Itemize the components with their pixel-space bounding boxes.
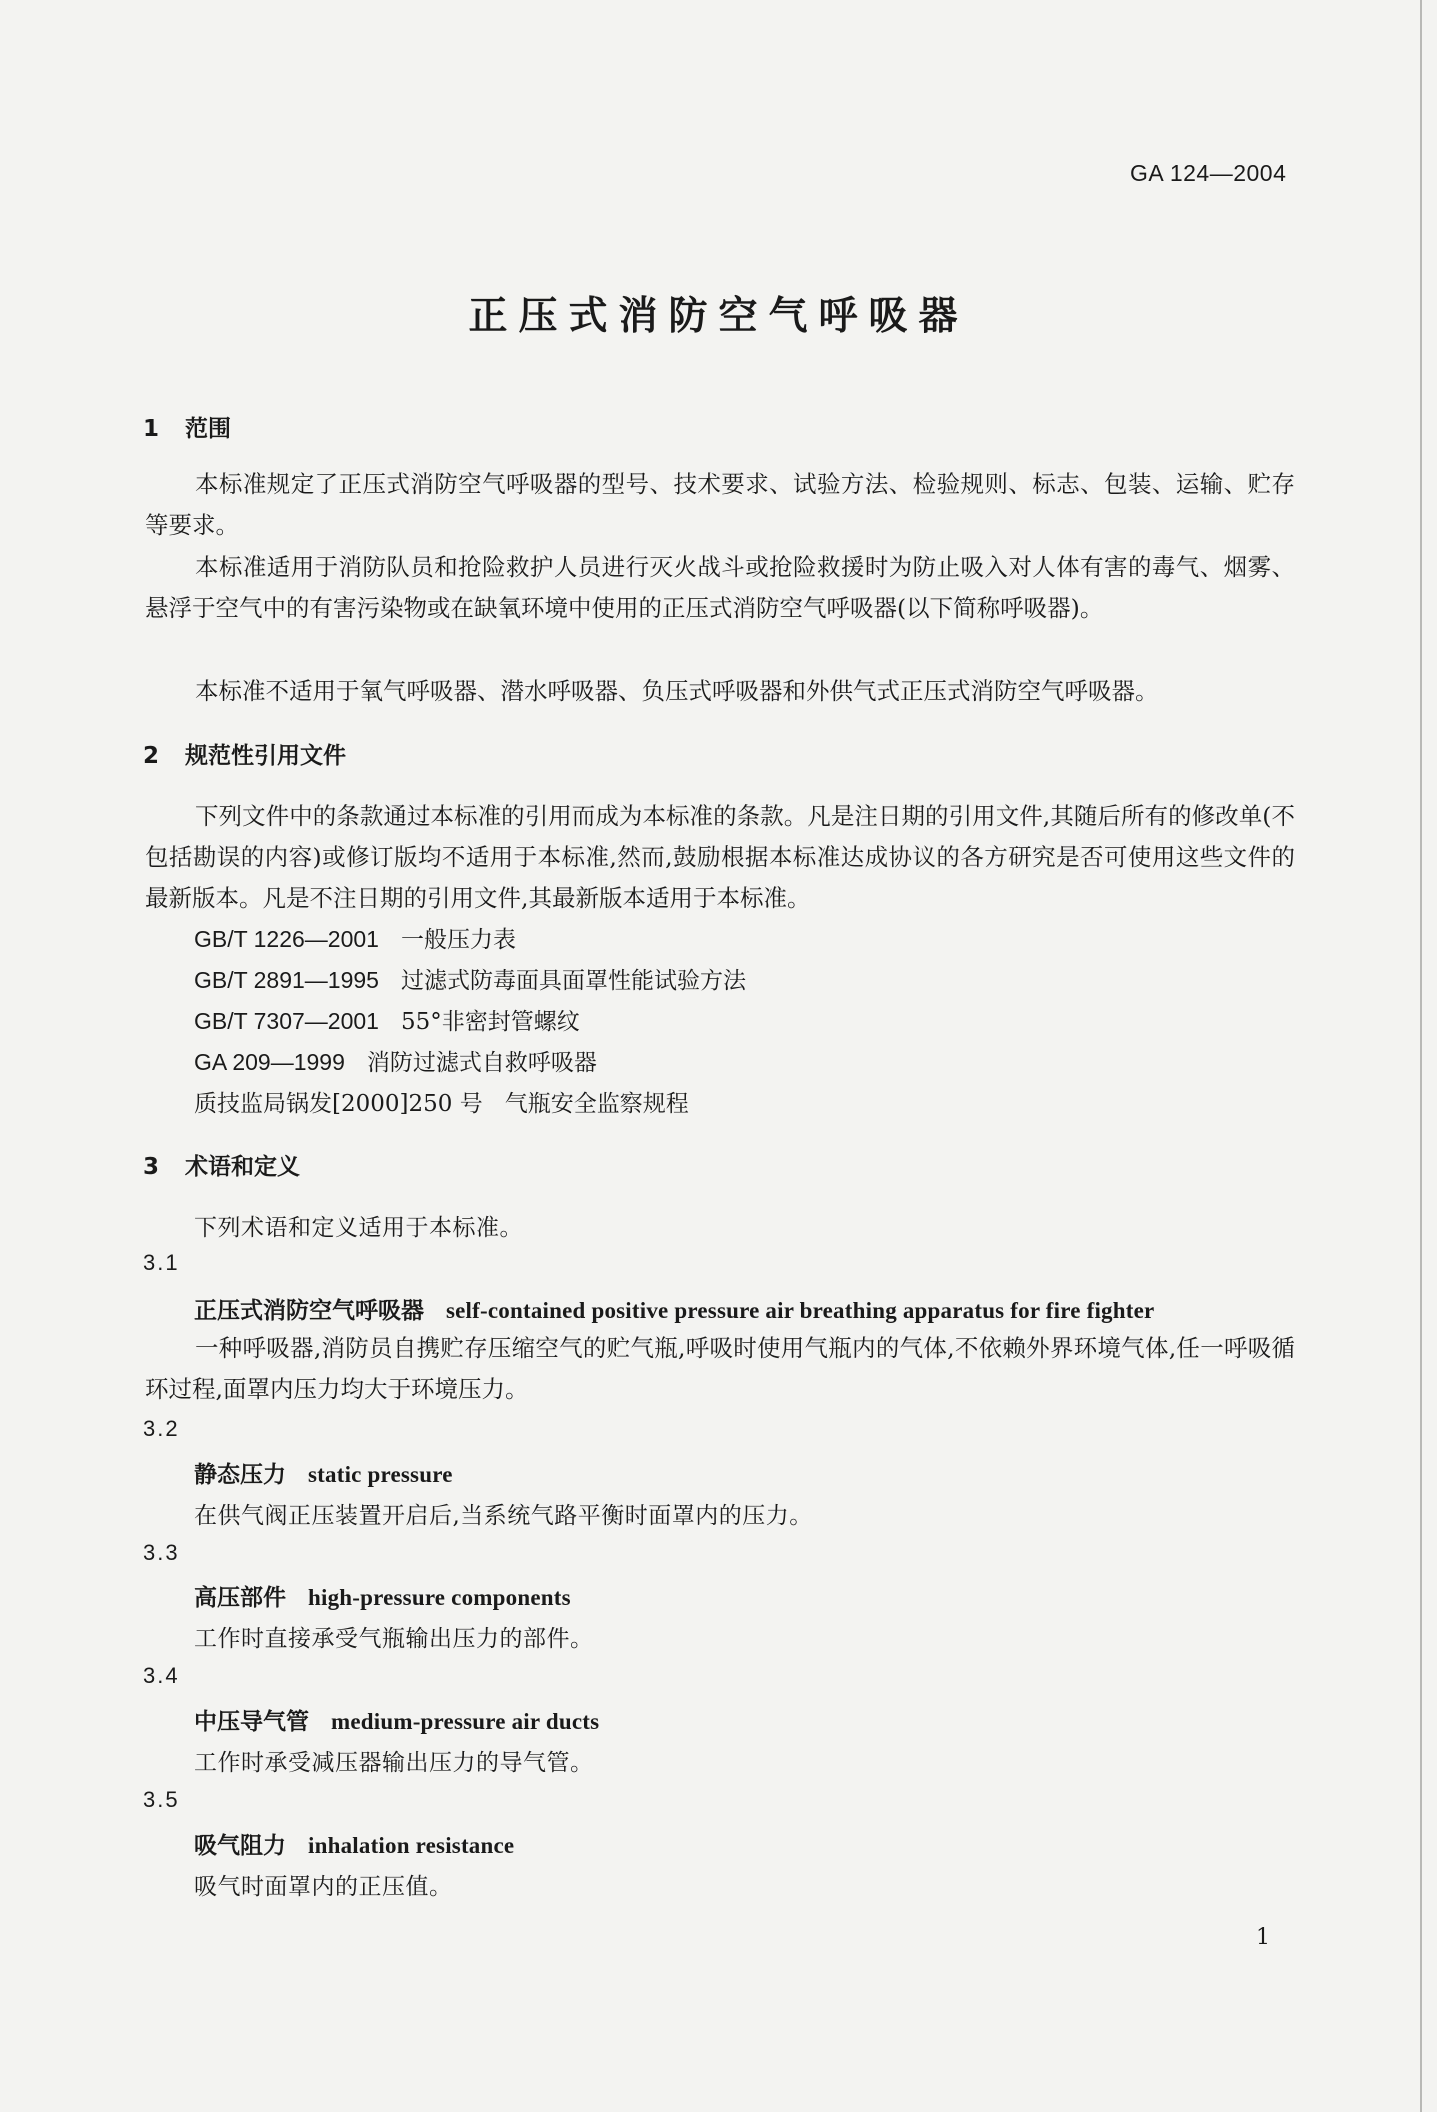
paragraph: 本标准不适用于氧气呼吸器、潜水呼吸器、负压式呼吸器和外供气式正压式消防空气呼吸器。 — [195, 677, 1159, 705]
section-3-heading — [143, 1148, 300, 1181]
term-definition: 工作时直接承受气瓶输出压力的部件。 — [194, 1626, 594, 1652]
section-number: 1 — [143, 416, 160, 442]
paragraph: 本标准适用于消防队员和抢险救护人员进行灭火战斗或抢险救援时为防止吸入对人体有害的毒气、烟雾、悬浮于空气中的有害污染物或在缺氧环境中使用的正压式消防空气呼吸器(以下简称呼吸器)。 — [145, 553, 1295, 622]
reference-code: GB/T 1226—2001 — [194, 926, 379, 952]
term-number: 3.1 — [143, 1250, 180, 1275]
term-number: 3.2 — [143, 1416, 180, 1441]
term-heading — [194, 1292, 1154, 1325]
term-en: high-pressure components — [308, 1585, 571, 1610]
reference-item — [194, 921, 516, 954]
reference-code: GA 209—1999 — [194, 1049, 345, 1075]
term-number: 3.3 — [143, 1540, 180, 1565]
page-number: 1 — [1256, 1925, 1270, 1950]
standard-code: GA 124—2004 — [1130, 160, 1287, 186]
term-number: 3.4 — [143, 1663, 180, 1688]
section-2-heading — [143, 737, 346, 770]
term-heading — [194, 1703, 599, 1736]
term-number: 3.5 — [143, 1787, 180, 1812]
section-number: 2 — [143, 743, 160, 769]
term-definition: 一种呼吸器,消防员自携贮存压缩空气的贮气瓶,呼吸时使用气瓶内的气体,不依赖外界环境气体,任一呼吸循环过程,面罩内压力均大于环境压力。 — [145, 1334, 1295, 1403]
term-heading — [194, 1827, 514, 1860]
term-en: inhalation resistance — [308, 1833, 515, 1858]
reference-title: 过滤式防毒面具面罩性能试验方法 — [400, 968, 746, 994]
term-definition: 在供气阀正压装置开启后,当系统气路平衡时面罩内的压力。 — [194, 1503, 813, 1529]
reference-code: 质技监局锅发[2000]250 号 — [194, 1091, 483, 1117]
term-en: self-contained positive pressure air breathing apparatus for fire fighter — [446, 1298, 1155, 1323]
reference-title: 气瓶安全监察规程 — [504, 1091, 689, 1117]
term-en: static pressure — [308, 1462, 453, 1487]
reference-code: GB/T 7307—2001 — [194, 1008, 379, 1034]
reference-code: GB/T 2891—1995 — [194, 967, 379, 993]
term-zh: 中压导气管 — [194, 1709, 309, 1735]
reference-title: 一般压力表 — [400, 927, 516, 953]
section-number: 3 — [143, 1154, 160, 1180]
term-zh: 正压式消防空气呼吸器 — [194, 1298, 424, 1324]
term-heading — [194, 1579, 571, 1612]
term-zh: 静态压力 — [194, 1462, 286, 1488]
paragraph: 本标准规定了正压式消防空气呼吸器的型号、技术要求、试验方法、检验规则、标志、包装、运输、贮存等要求。 — [145, 470, 1295, 539]
section-title: 规范性引用文件 — [185, 743, 347, 769]
term-zh: 吸气阻力 — [194, 1833, 286, 1859]
term-zh: 高压部件 — [194, 1585, 286, 1611]
paragraph: 下列术语和定义适用于本标准。 — [194, 1215, 523, 1241]
document-title: 正压式消防空气呼吸器 — [468, 294, 969, 339]
section-1-heading — [143, 410, 231, 443]
term-definition: 工作时承受减压器输出压力的导气管。 — [194, 1750, 594, 1776]
reference-item — [194, 1044, 597, 1077]
reference-title: 55°非密封管螺纹 — [400, 1009, 580, 1035]
term-definition: 吸气时面罩内的正压值。 — [194, 1874, 453, 1900]
section-title: 范围 — [185, 416, 232, 442]
reference-title: 消防过滤式自救呼吸器 — [366, 1050, 597, 1076]
reference-item — [194, 1003, 580, 1036]
reference-item — [194, 962, 746, 995]
term-en: medium-pressure air ducts — [331, 1709, 600, 1734]
reference-item — [194, 1085, 689, 1118]
paragraph: 下列文件中的条款通过本标准的引用而成为本标准的条款。凡是注日期的引用文件,其随后所有的修改单(不包括勘误的内容)或修订版均不适用于本标准,然而,鼓励根据本标准达成协议的各方研究是否可使用这些文件的最新版本。凡是不注日期的引用文件,其最新版本适用于本标准。 — [145, 802, 1295, 912]
section-title: 术语和定义 — [185, 1154, 301, 1180]
term-heading — [194, 1456, 453, 1489]
